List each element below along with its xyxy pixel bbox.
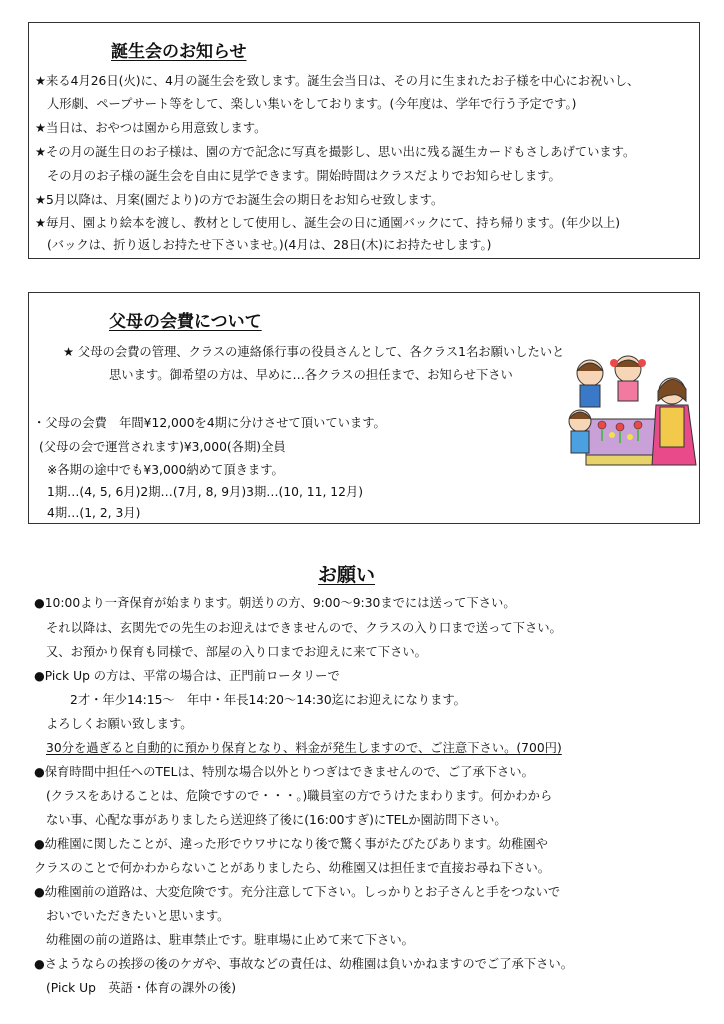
request-line: 30分を過ぎると自動的に預かり保育となり、料金が発生しますので、ご注意下さい。(700円) [46, 741, 562, 755]
parents-fee-line: 思います。御希望の方は、早めに…各クラスの担任まで、お知らせ下さい [109, 368, 513, 382]
request-line: ない事、心配な事がありましたら送迎終了後に(16:00すぎ)にTELか園訪問下さい。 [46, 813, 507, 827]
birthday-notice-box [28, 22, 700, 259]
request-line: 幼稚園の前の道路は、駐車禁止です。駐車場に止めて来て下さい。 [46, 933, 414, 947]
parents-fee-line: (父母の会で運営されます)¥3,000(各期)全員 [39, 440, 286, 454]
birthday-notice-title: 誕生会のお知らせ [111, 42, 247, 62]
parents-fee-line: 4期…(1, 2, 3月) [47, 506, 141, 520]
request-line: ●さようならの挨拶の後のケガや、事故などの責任は、幼稚園は負いかねますのでご了承下さい。 [34, 957, 574, 971]
birthday-line: ★毎月、園より絵本を渡し、教材として使用し、誕生会の日に通園バックにて、持ち帰ります。(年少以上) [35, 216, 621, 230]
request-line: それ以降は、玄関先での先生のお迎えはできませんので、クラスの入り口まで送って下さい。 [46, 621, 562, 635]
parents-fee-line: ★ 父母の会費の管理、クラスの連絡係行事の役員さんとして、各クラス1名お願いしたいと [63, 345, 565, 359]
request-line: よろしくお願い致します。 [46, 717, 193, 731]
request-line: ●幼稚園前の道路は、大変危険です。充分注意して下さい。しっかりとお子さんと手をつないで [34, 885, 561, 899]
birthday-line: ★その月の誕生日のお子様は、園の方で記念に写真を撮影し、思い出に残る誕生カードもさしあげています。 [35, 145, 636, 159]
birthday-line: ★来る4月26日(火)に、4月の誕生会を致します。誕生会当日は、その月に生まれたお子様を中心にお祝いし、 [35, 74, 640, 88]
parents-fee-title: 父母の会費について [109, 312, 262, 332]
birthday-line: ★5月以降は、月案(園だより)の方でお誕生会の期日をお知らせ致します。 [35, 193, 444, 207]
birthday-line: ★当日は、おやつは園から用意致します。 [35, 121, 267, 135]
request-line: (Pick Up 英語・体育の課外の後) [46, 981, 237, 995]
parents-fee-line: 1期…(4, 5, 6月)2期…(7月, 8, 9月)3期…(10, 11, 12月) [47, 485, 364, 499]
birthday-line: 人形劇、ペープサート等をして、楽しい集いをしております。(今年度は、学年で行う予定です。) [47, 97, 577, 111]
request-line: 又、お預かり保育も同様で、部屋の入り口までお迎えに来て下さい。 [46, 645, 427, 659]
request-line: ●10:00より一斉保育が始まります。朝送りの方、9:00〜9:30までには送って下さい。 [34, 596, 516, 610]
birthday-line: その月のお子様の誕生会を自由に見学できます。開始時間はクラスだよりでお知らせします。 [47, 169, 561, 183]
request-line: ●保育時間中担任へのTELは、特別な場合以外とりつぎはできませんので、ご了承下さい。 [34, 765, 534, 779]
children-illustration [568, 355, 698, 473]
request-line: ●Pick Up の方は、平常の場合は、正門前ロータリーで [34, 669, 340, 683]
request-line: 2才・年少14:15〜 年中・年長14:20〜14:30迄にお迎えになります。 [70, 693, 466, 707]
request-line: クラスのことで何かわからないことがありましたら、幼稚園又は担任まで直接お尋ね下さい。 [34, 861, 551, 875]
parents-fee-line: ※各期の途中でも¥3,000納めて頂きます。 [47, 463, 284, 477]
parents-fee-line: ・父母の会費 年間¥12,000を4期に分けさせて頂いています。 [33, 416, 386, 430]
request-line: おいでいただきたいと思います。 [46, 909, 230, 923]
request-line: ●幼稚園に関したことが、違った形でウワサになり後で驚く事がたびたびあります。幼稚園や [34, 837, 548, 851]
requests-title: お願い [318, 564, 376, 586]
request-line: (クラスをあけることは、危険ですので・・・。)職員室の方でうけたまわります。何かわから [46, 789, 553, 803]
birthday-line: (バックは、折り返しお持たせ下さいませ。)(4月は、28日(木)にお持たせします。) [47, 238, 492, 252]
